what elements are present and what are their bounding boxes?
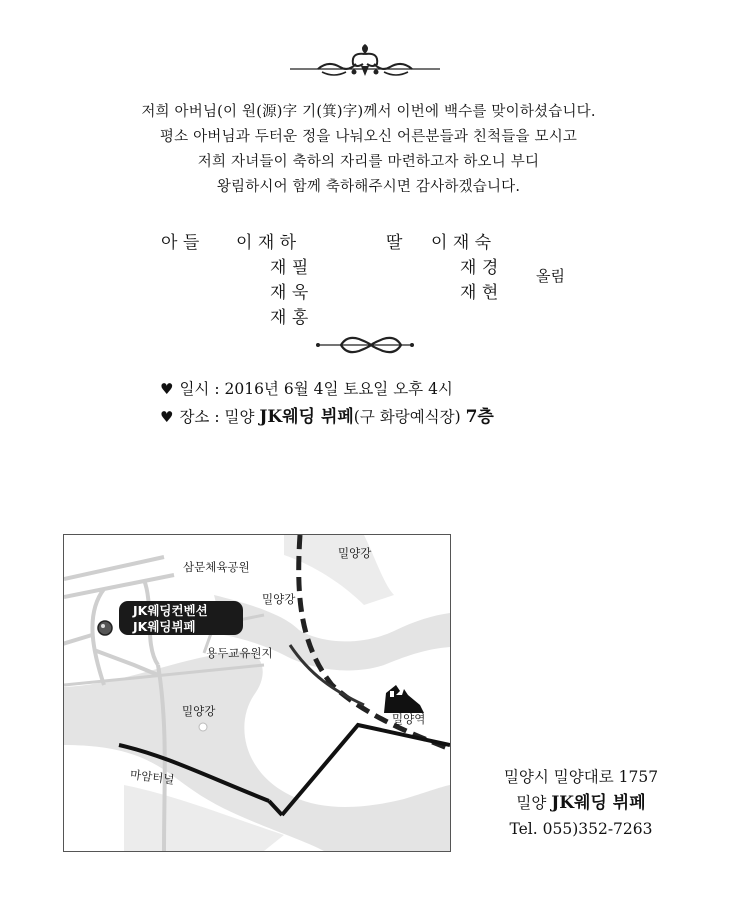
place-floor: 7층 — [465, 407, 494, 427]
venue-line-1: JK웨딩컨벤션 — [133, 603, 208, 618]
son-label: 아 들 — [161, 233, 200, 253]
daughter-name-3: 재 현 — [460, 283, 499, 303]
heart-icon: ♥ — [160, 380, 174, 398]
daughter-name-2: 재 경 — [460, 258, 499, 278]
contact-name-row — [466, 790, 696, 816]
son-name-1: 이 재 하 — [236, 233, 297, 253]
son-name-2: 재 필 — [270, 258, 309, 278]
contact-name-venue: JK웨딩 뷔페 — [551, 793, 646, 813]
map-label-river-low: 밀양강 — [182, 704, 216, 718]
event-info — [160, 375, 494, 431]
contact-address: 밀양시 밀양대로 1757 — [503, 768, 659, 786]
date-label: 일시 : — [179, 380, 225, 398]
event-place-row — [160, 403, 494, 431]
map-label-source: 용두교유원지 — [206, 646, 273, 660]
top-ornament-icon — [288, 42, 442, 82]
map-label-river-top: 밀양강 — [338, 546, 372, 560]
date-value: 2016년 6월 4일 토요일 오후 4시 — [224, 380, 453, 398]
son-name-3: 재 욱 — [270, 283, 309, 303]
heart-icon: ♥ — [160, 408, 174, 426]
contact-name-prefix: 밀양 — [516, 794, 552, 812]
intro-line-2: 평소 아버님과 두터운 정을 나눠오신 어른분들과 친척들을 모시고 — [159, 129, 578, 145]
map-label-park: 삼문체육공원 — [183, 560, 250, 574]
venue-marker-label — [119, 601, 243, 635]
daughter-label: 딸 — [386, 233, 403, 253]
map-label-station: 밀양역 — [392, 712, 426, 726]
venue-line-2: JK웨딩뷔페 — [133, 619, 196, 634]
map-label-river-mid: 밀양강 — [262, 592, 296, 606]
intro-line-4: 왕림하시어 함께 축하해주시면 감사하겠습니다. — [216, 179, 521, 195]
location-map — [63, 534, 451, 852]
daughter-name-1: 이 재 숙 — [431, 233, 492, 253]
intro-text — [0, 100, 737, 200]
map-label-tunnel: 마암터널 — [129, 767, 176, 787]
map-drawing — [64, 535, 450, 851]
contact-info — [466, 764, 696, 842]
event-date-row — [160, 375, 494, 403]
intro-line-1: 저희 아버님(이 원(源)字 기(箕)字)께서 이번에 백수를 맞이하셨습니다. — [141, 104, 596, 120]
place-prefix: 밀양 — [224, 408, 260, 426]
place-label: 장소 : — [179, 408, 225, 426]
place-venue: JK웨딩 뷔페 — [259, 407, 354, 427]
intro-line-3: 저희 자녀들이 축하의 자리를 마련하고자 하오니 부디 — [197, 154, 540, 170]
son-name-4: 재 홍 — [270, 308, 309, 328]
mid-ornament-icon — [313, 333, 417, 357]
contact-tel: Tel. 055)352-7263 — [509, 820, 653, 838]
place-paren: (구 화랑예식장) — [353, 408, 466, 426]
closing-text: 올림 — [536, 267, 565, 285]
